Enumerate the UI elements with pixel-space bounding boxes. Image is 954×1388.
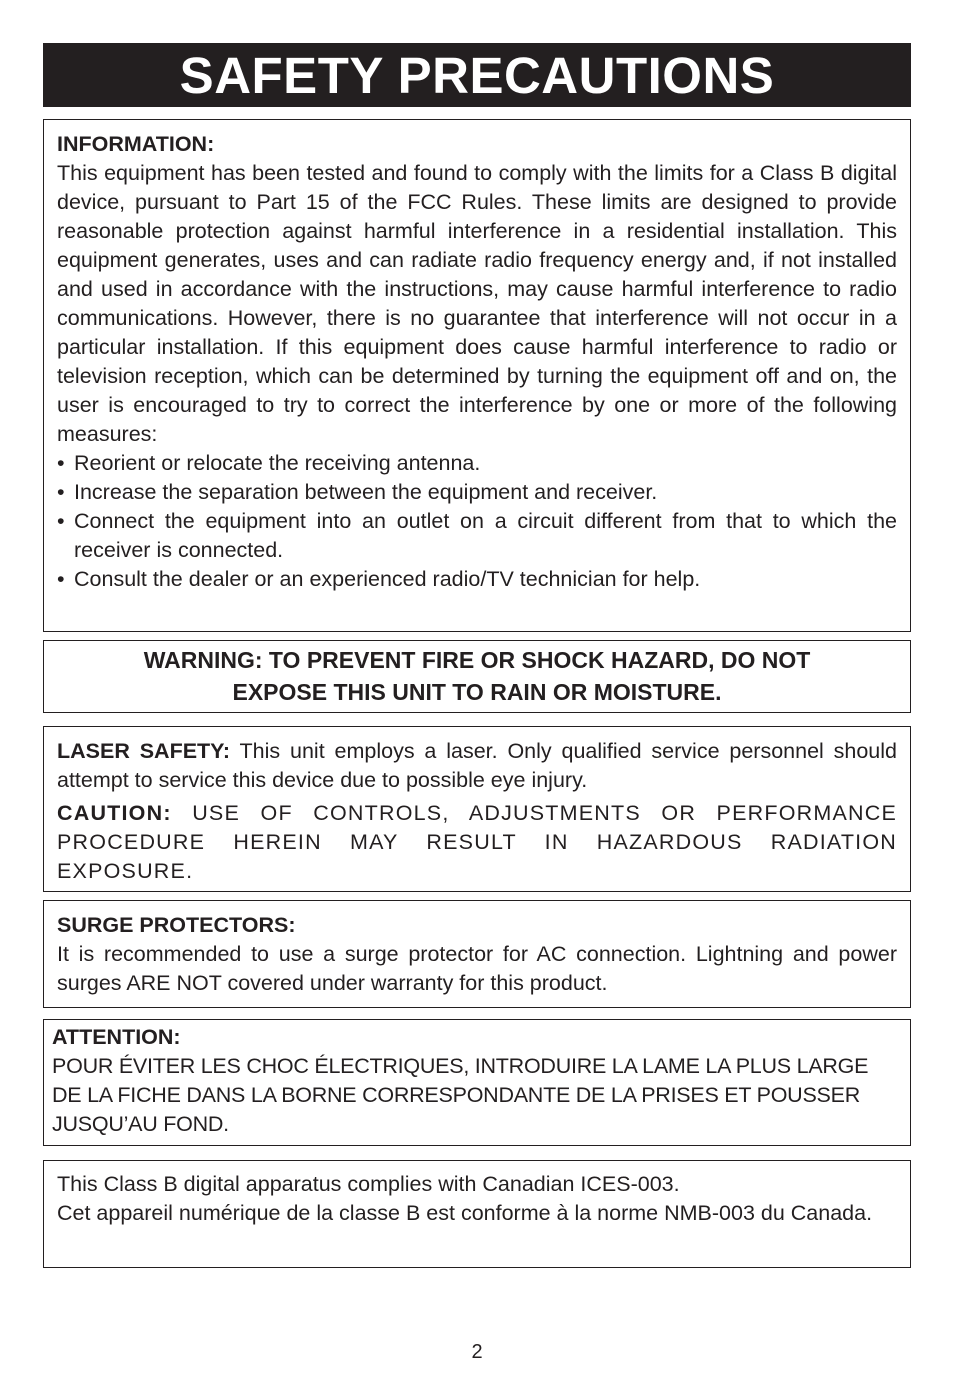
- measure-text: Increase the separation between the equipment and receiver.: [74, 480, 658, 504]
- canada-english-text: This Class B digital apparatus complies with Canadian ICES-003.: [57, 1172, 680, 1196]
- laser-safety-label: LASER SAFETY:: [57, 739, 231, 763]
- laser-safety-text: This unit employs a laser. Only qualified service personnel should attempt to service this device due to possible eye injury.: [57, 739, 898, 792]
- title-bar: [43, 43, 911, 107]
- canada-compliance-box: [43, 1160, 911, 1268]
- measures-list: [57, 449, 897, 594]
- caution-text: USE OF CONTROLS, ADJUSTMENTS OR PERFORMANCE PROCEDURE HEREIN MAY RESULT IN HAZARDOUS RADIATION EXPOSURE.: [57, 801, 897, 883]
- list-item: [57, 449, 897, 478]
- measure-text: Reorient or relocate the receiving antenna.: [74, 451, 481, 475]
- caution-label: CAUTION:: [57, 801, 172, 825]
- measure-text: Connect the equipment into an outlet on a circuit different from that to which the receiver is connected.: [74, 509, 897, 562]
- bullet-icon: •: [57, 509, 65, 533]
- information-heading: INFORMATION:: [57, 132, 215, 156]
- attention-box: [43, 1019, 911, 1146]
- warning-box: [43, 640, 911, 713]
- information-box: [43, 119, 911, 632]
- caution-paragraph: [57, 799, 897, 886]
- laser-safety-box: [43, 726, 911, 892]
- surge-protectors-body: It is recommended to use a surge protector for AC connection. Lightning and power surges ARE NOT covered under warranty for this product.: [57, 942, 897, 995]
- page-number: 2: [471, 1341, 483, 1363]
- canada-french-text: Cet appareil numérique de la classe B est conforme à la norme NMB-003 du Canada.: [57, 1201, 873, 1225]
- list-item: [57, 507, 897, 565]
- laser-safety-paragraph: [57, 737, 897, 795]
- bullet-icon: •: [57, 451, 65, 475]
- measure-text: Consult the dealer or an experienced radio/TV technician for help.: [74, 567, 701, 591]
- information-body: This equipment has been tested and found to comply with the limits for a Class B digital device, pursuant to Part 15 of the FCC Rules. These limits are designed to provide reasonable protection against harmful interference in a residential installation. This equipment generates, uses and can radiate radio frequency energy and, if not installed and used in accordance with the instructions, may cause harmful interference to radio communications. However, there is no guarantee that interference will not occur in a particular installation. If this equipment does cause harmful interference to radio or television reception, which can be determined by turning the equipment off and on, the user is encouraged to try to correct the interference by one or more of the following measures:: [57, 161, 897, 446]
- warning-line-1: WARNING: TO PREVENT FIRE OR SHOCK HAZARD, DO NOT: [143, 647, 811, 673]
- page-title: SAFETY PRECAUTIONS: [179, 46, 775, 104]
- attention-heading: ATTENTION:: [52, 1025, 181, 1049]
- surge-protectors-heading: SURGE PROTECTORS:: [57, 913, 296, 937]
- warning-line-2: EXPOSE THIS UNIT TO RAIN OR MOISTURE.: [232, 679, 722, 705]
- bullet-icon: •: [57, 567, 65, 591]
- list-item: [57, 565, 897, 594]
- surge-protectors-box: [43, 900, 911, 1008]
- list-item: [57, 478, 897, 507]
- bullet-icon: •: [57, 480, 65, 504]
- attention-body: POUR ÉVITER LES CHOC ÉLECTRIQUES, INTRODUIRE LA LAME LA PLUS LARGE DE LA FICHE DANS LA BORNE CORRESPONDANTE DE LA PRISES ET POUSSER JUSQU’AU FOND.: [52, 1054, 869, 1136]
